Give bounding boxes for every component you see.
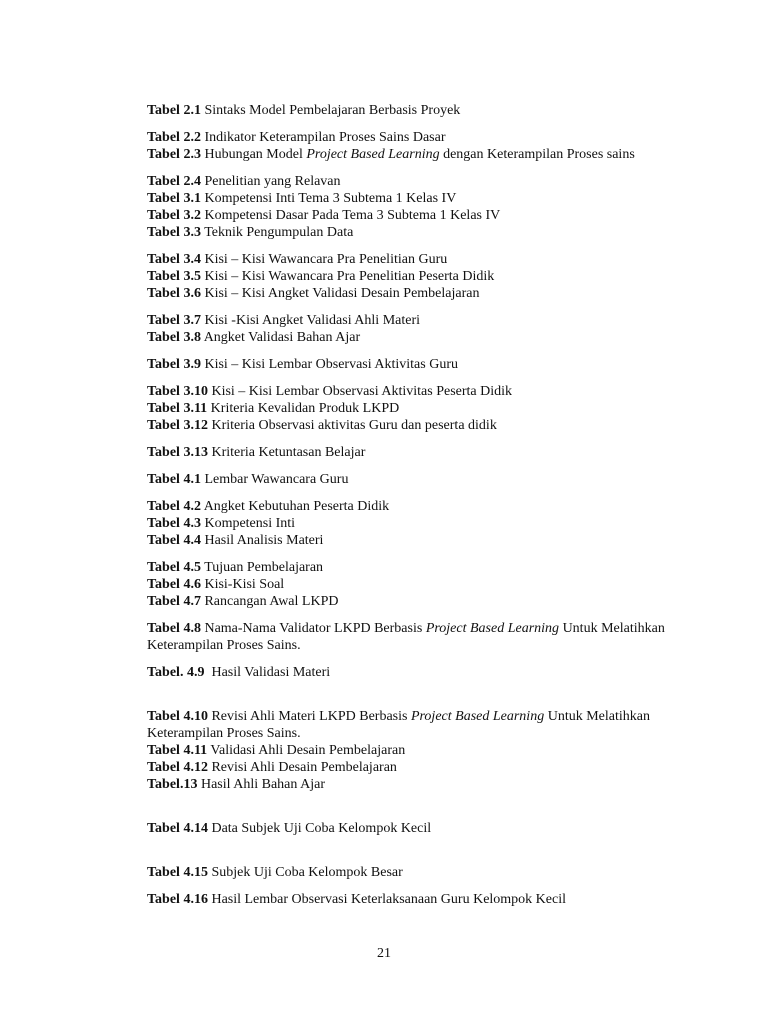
list-item bbox=[147, 471, 667, 488]
table-title: Kisi-Kisi Soal bbox=[204, 577, 285, 592]
table-number: Tabel 4.15 bbox=[147, 865, 208, 880]
list-item bbox=[147, 224, 667, 241]
table-title: Kisi – Kisi Lembar Observasi Aktivitas Peserta Didik bbox=[211, 384, 513, 399]
list-item bbox=[147, 742, 667, 759]
list-item bbox=[147, 864, 667, 881]
table-title: Kisi – Kisi Lembar Observasi Aktivitas Guru bbox=[204, 357, 458, 372]
table-number: Tabel 3.2 bbox=[147, 208, 201, 223]
list-item bbox=[147, 593, 667, 610]
list-item bbox=[147, 383, 667, 400]
list-item bbox=[147, 759, 667, 776]
table-number: Tabel. 4.9 bbox=[147, 665, 205, 680]
table-number: Tabel 3.8 bbox=[147, 330, 201, 345]
table-number: Tabel 2.1 bbox=[147, 103, 201, 118]
table-title: Kisi -Kisi Angket Validasi Ahli Materi bbox=[204, 313, 421, 328]
table-title: Kisi – Kisi Wawancara Pra Penelitian Guru bbox=[204, 252, 448, 267]
table-number: Tabel 4.14 bbox=[147, 821, 208, 836]
list-item bbox=[147, 444, 667, 461]
table-number: Tabel 4.8 bbox=[147, 621, 201, 636]
table-title: Nama-Nama Validator LKPD Berbasis bbox=[204, 621, 426, 636]
table-title: Revisi Ahli Desain Pembelajaran bbox=[211, 760, 397, 775]
table-number: Tabel 4.3 bbox=[147, 516, 201, 531]
list-item bbox=[147, 285, 667, 302]
table-title: Validasi Ahli Desain Pembelajaran bbox=[210, 743, 406, 758]
table-title: Kisi – Kisi Wawancara Pra Penelitian Peserta Didik bbox=[204, 269, 495, 284]
list-item bbox=[147, 356, 667, 373]
table-number: Tabel 4.16 bbox=[147, 892, 208, 907]
italic-term: Project Based Learning bbox=[306, 147, 440, 162]
table-title: Angket Kebutuhan Peserta Didik bbox=[203, 499, 390, 514]
table-title: Kompetensi Dasar Pada Tema 3 Subtema 1 Kelas IV bbox=[204, 208, 501, 223]
list-item bbox=[147, 268, 667, 285]
table-title: Penelitian yang Relavan bbox=[204, 174, 341, 189]
table-number: Tabel 3.6 bbox=[147, 286, 201, 301]
page-number: 21 bbox=[377, 946, 391, 961]
table-title: Teknik Pengumpulan Data bbox=[204, 225, 354, 240]
table-number: Tabel 2.3 bbox=[147, 147, 201, 162]
table-title: Data Subjek Uji Coba Kelompok Kecil bbox=[211, 821, 432, 836]
list-item bbox=[147, 891, 667, 908]
table-number: Tabel 2.2 bbox=[147, 130, 201, 145]
table-title: Hasil Validasi Materi bbox=[211, 665, 331, 680]
table-title: Tujuan Pembelajaran bbox=[204, 560, 324, 575]
list-item bbox=[147, 190, 667, 207]
list-item bbox=[147, 102, 667, 119]
table-number: Tabel 4.2 bbox=[147, 499, 201, 514]
table-title: Hubungan Model bbox=[204, 147, 307, 162]
list-item bbox=[147, 559, 667, 576]
list-item bbox=[147, 146, 667, 163]
table-title: Kisi – Kisi Angket Validasi Desain Pembelajaran bbox=[204, 286, 480, 301]
italic-term: Project Based Learning bbox=[425, 621, 560, 636]
list-item bbox=[147, 329, 667, 346]
list-item bbox=[147, 251, 667, 268]
table-number: Tabel 4.1 bbox=[147, 472, 201, 487]
table-number: Tabel.13 bbox=[147, 777, 198, 792]
table-title: Angket Validasi Bahan Ajar bbox=[203, 330, 361, 345]
list-item bbox=[147, 708, 667, 742]
list-item bbox=[147, 498, 667, 515]
table-number: Tabel 4.6 bbox=[147, 577, 201, 592]
table-number: Tabel 3.7 bbox=[147, 313, 201, 328]
table-number: Tabel 4.11 bbox=[147, 743, 208, 758]
table-number: Tabel 3.4 bbox=[147, 252, 201, 267]
table-title: dengan Keterampilan Proses sains bbox=[439, 147, 635, 162]
list-item bbox=[147, 312, 667, 329]
table-title: Rancangan Awal LKPD bbox=[204, 594, 339, 609]
list-item bbox=[147, 776, 667, 793]
table-list bbox=[147, 102, 667, 908]
list-item bbox=[147, 532, 667, 549]
list-item bbox=[147, 620, 667, 654]
table-number: Tabel 3.5 bbox=[147, 269, 201, 284]
list-item bbox=[147, 576, 667, 593]
table-number: Tabel 3.12 bbox=[147, 418, 208, 433]
table-title: Untuk Melatihkan Keterampilan Proses Sains. bbox=[147, 709, 650, 741]
table-title: Lembar Wawancara Guru bbox=[204, 472, 349, 487]
table-number: Tabel 3.1 bbox=[147, 191, 201, 206]
italic-term: Project Based Learning bbox=[410, 709, 545, 724]
table-title: Kompetensi Inti bbox=[204, 516, 296, 531]
list-item bbox=[147, 173, 667, 190]
table-number: Tabel 2.4 bbox=[147, 174, 201, 189]
table-number: Tabel 3.11 bbox=[147, 401, 208, 416]
table-number: Tabel 4.7 bbox=[147, 594, 201, 609]
table-title: Hasil Lembar Observasi Keterlaksanaan Guru Kelompok Kecil bbox=[211, 892, 566, 907]
table-number: Tabel 4.5 bbox=[147, 560, 201, 575]
table-number: Tabel 4.12 bbox=[147, 760, 208, 775]
table-title: Untuk Melatihkan Keterampilan Proses Sains. bbox=[147, 621, 665, 653]
table-title: Subjek Uji Coba Kelompok Besar bbox=[211, 865, 403, 880]
table-title: Kriteria Observasi aktivitas Guru dan peserta didik bbox=[211, 418, 497, 433]
table-title: Indikator Keterampilan Proses Sains Dasar bbox=[204, 130, 446, 145]
table-title: Kriteria Ketuntasan Belajar bbox=[211, 445, 366, 460]
list-item bbox=[147, 207, 667, 224]
list-item bbox=[147, 664, 667, 681]
table-number: Tabel 3.13 bbox=[147, 445, 208, 460]
list-item bbox=[147, 129, 667, 146]
table-number: Tabel 3.9 bbox=[147, 357, 201, 372]
list-item bbox=[147, 417, 667, 434]
table-title: Kriteria Kevalidan Produk LKPD bbox=[210, 401, 400, 416]
list-item bbox=[147, 820, 667, 837]
table-number: Tabel 4.10 bbox=[147, 709, 208, 724]
table-title: Sintaks Model Pembelajaran Berbasis Proyek bbox=[204, 103, 461, 118]
list-item bbox=[147, 515, 667, 532]
table-title: Kompetensi Inti Tema 3 Subtema 1 Kelas IV bbox=[204, 191, 457, 206]
table-number: Tabel 4.4 bbox=[147, 533, 201, 548]
table-title: Hasil Analisis Materi bbox=[204, 533, 324, 548]
table-title: Hasil Ahli Bahan Ajar bbox=[200, 777, 325, 792]
list-item bbox=[147, 400, 667, 417]
table-number: Tabel 3.3 bbox=[147, 225, 201, 240]
table-number: Tabel 3.10 bbox=[147, 384, 208, 399]
table-title: Revisi Ahli Materi LKPD Berbasis bbox=[211, 709, 411, 724]
